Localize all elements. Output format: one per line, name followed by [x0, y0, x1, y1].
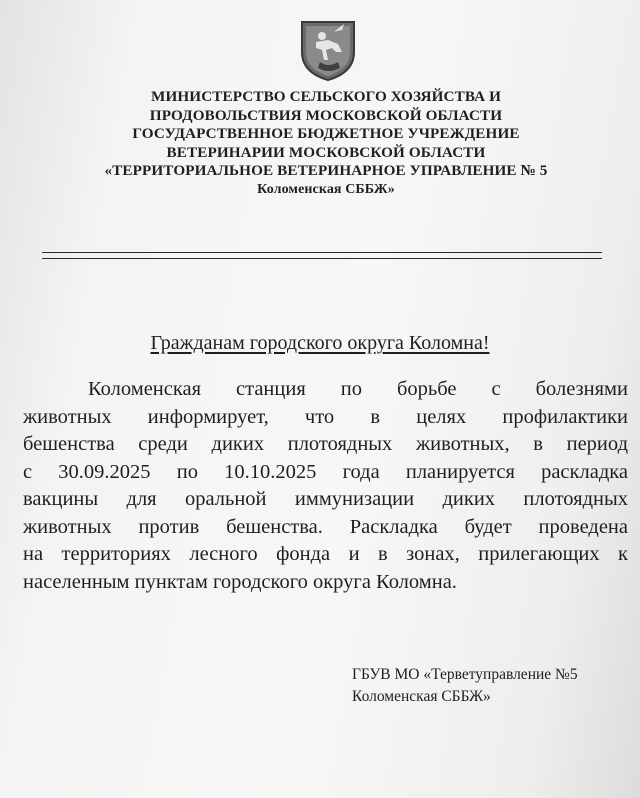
signature-line-organization: ГБУВ МО «Терветуправление №5	[352, 666, 578, 683]
salutation-heading: Гражданам городского округа Коломна!	[150, 332, 490, 354]
body-line: с 30.09.2025 по 10.10.2025 года планируется раскладка	[23, 460, 628, 483]
header-line-directorate: «ТЕРРИТОРИАЛЬНОЕ ВЕТЕРИНАРНОЕ УПРАВЛЕНИЕ № 5	[104, 162, 548, 179]
body-line: населенным пунктам городского округа Коломна.	[23, 570, 457, 593]
moscow-oblast-coat-of-arms-icon	[298, 18, 358, 82]
header-line-station: Коломенская СББЖ»	[257, 181, 395, 197]
body-line: на территориях лесного фонда и в зонах, прилегающих к	[23, 543, 628, 565]
body-line: животных информирует, что в целях профилактики	[23, 405, 628, 428]
header-divider-thick	[42, 252, 602, 253]
signature-block	[352, 664, 578, 708]
header-line-veterinary: ВЕТЕРИНАРИИ МОСКОВСКОЙ ОБЛАСТИ	[166, 143, 486, 161]
notice-body	[23, 376, 628, 596]
header-divider-thin	[42, 258, 602, 259]
body-line: бешенства среди диких плотоядных животных, в период	[23, 433, 628, 455]
body-line: животных против бешенства. Раскладка будет проведена	[23, 515, 628, 538]
header-block	[40, 88, 612, 199]
signature-line-station: Коломенская СББЖ»	[352, 688, 491, 705]
body-line: вакцины для оральной иммунизации диких плотоядных	[23, 488, 628, 510]
body-line: Коломенская станция по борьбе с болезнями	[88, 378, 628, 400]
header-line-institution: ГОСУДАРСТВЕННОЕ БЮДЖЕТНОЕ УЧРЕЖДЕНИЕ	[132, 125, 520, 142]
header-line-region: ПРОДОВОЛЬСТВИЯ МОСКОВСКОЙ ОБЛАСТИ	[149, 106, 503, 124]
header-line-ministry: МИНИСТЕРСТВО СЕЛЬСКОГО ХОЗЯЙСТВА И	[151, 88, 501, 105]
